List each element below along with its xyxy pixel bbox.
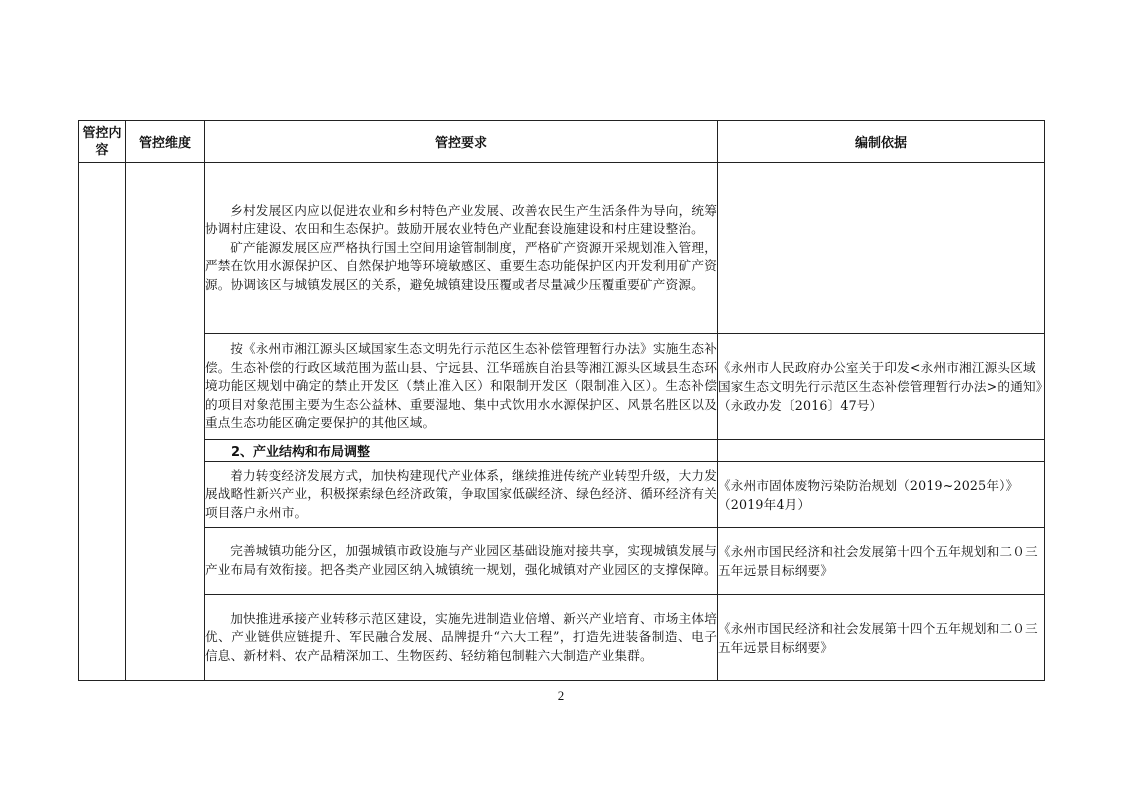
control-requirements-table <box>78 120 1045 681</box>
requirement-cell <box>205 595 718 681</box>
requirement-paragraph: 着力转变经济发展方式，加快构建现代产业体系，继续推进传统产业转型升级，大力发展战略性新兴产业，积极探索绿色经济政策，争取国家低碳经济、绿色经济、循环经济有关项目落户永州市。 <box>205 467 717 520</box>
table-row <box>79 334 1045 440</box>
table-row <box>79 528 1045 595</box>
table-row <box>79 462 1045 528</box>
header-basis: 编制依据 <box>718 121 1045 163</box>
basis-cell: 《永州市国民经济和社会发展第十四个五年规划和二０三五年远景目标纲要》 <box>718 595 1045 681</box>
empty-basis-cell <box>718 440 1045 462</box>
requirement-paragraph: 按《永州市湘江源头区域国家生态文明先行示范区生态补偿管理暂行办法》实施生态补偿。生态补偿的行政区域范围为蓝山县、宁远县、江华瑶族自治县等湘江源头区域县生态环境功能区规划中确定的禁止开发区（禁止准入区）和限制开发区（限制准入区）。生态补偿的项目对象范围主要为生态公益林、重要湿地、集中式饮用水水源保护区、风景名胜区以及重点生态功能区确定要保护的其他区域。 <box>205 341 717 431</box>
header-control-dimension: 管控维度 <box>126 121 205 163</box>
basis-cell: 《永州市国民经济和社会发展第十四个五年规划和二０三五年远景目标纲要》 <box>718 528 1045 595</box>
table-row <box>79 163 1045 334</box>
section-subheading: 2、产业结构和布局调整 <box>205 440 718 462</box>
requirement-paragraph: 完善城镇功能分区，加强城镇市政设施与产业园区基础设施对接共享，实现城镇发展与产业布局有效衔接。把各类产业园区纳入城镇统一规划，强化城镇对产业园区的支撑保障。 <box>205 543 717 577</box>
requirement-cell <box>205 528 718 595</box>
page-number: 2 <box>557 688 565 703</box>
control-content-cell <box>79 163 126 681</box>
requirement-paragraph: 加快推进承接产业转移示范区建设，实施先进制造业倍增、新兴产业培育、市场主体培优、产业链供应链提升、军民融合发展、品牌提升“六大工程”，打造先进装备制造、电子信息、新材料、农产品精深加工、生物医药、轻纺箱包制鞋六大制造产业集群。 <box>205 610 717 663</box>
requirement-cell <box>205 334 718 440</box>
table-row <box>79 595 1045 681</box>
requirement-cell <box>205 462 718 528</box>
requirement-paragraph: 矿产能源发展区应严格执行国土空间用途管制制度，严格矿产资源开采规划准入管理，严禁在饮用水源保护区、自然保护地等环境敏感区、重要生态功能保护区内开发利用矿产资源。协调该区与城镇发展区的关系，避免城镇建设压覆或者尽量减少压覆重要矿产资源。 <box>205 239 717 292</box>
requirement-cell <box>205 163 718 334</box>
requirement-paragraph: 乡村发展区内应以促进农业和乡村特色产业发展、改善农民生产生活条件为导向，统筹协调村庄建设、农田和生态保护。鼓励开展农业特色产业配套设施建设和村庄建设整治。 <box>205 202 717 237</box>
basis-cell: 《永州市固体废物污染防治规划（2019~2025年）》（2019年4月） <box>718 462 1045 528</box>
header-control-requirement: 管控要求 <box>205 121 718 163</box>
control-dimension-cell <box>126 163 205 681</box>
basis-cell <box>718 163 1045 334</box>
table-header-row <box>79 121 1045 163</box>
table-row <box>79 440 1045 462</box>
header-control-content: 管控内容 <box>79 121 126 163</box>
basis-cell: 《永州市人民政府办公室关于印发<永州市湘江源头区域国家生态文明先行示范区生态补偿管理暂行办法>的通知》（永政办发〔2016〕47号） <box>718 334 1045 440</box>
